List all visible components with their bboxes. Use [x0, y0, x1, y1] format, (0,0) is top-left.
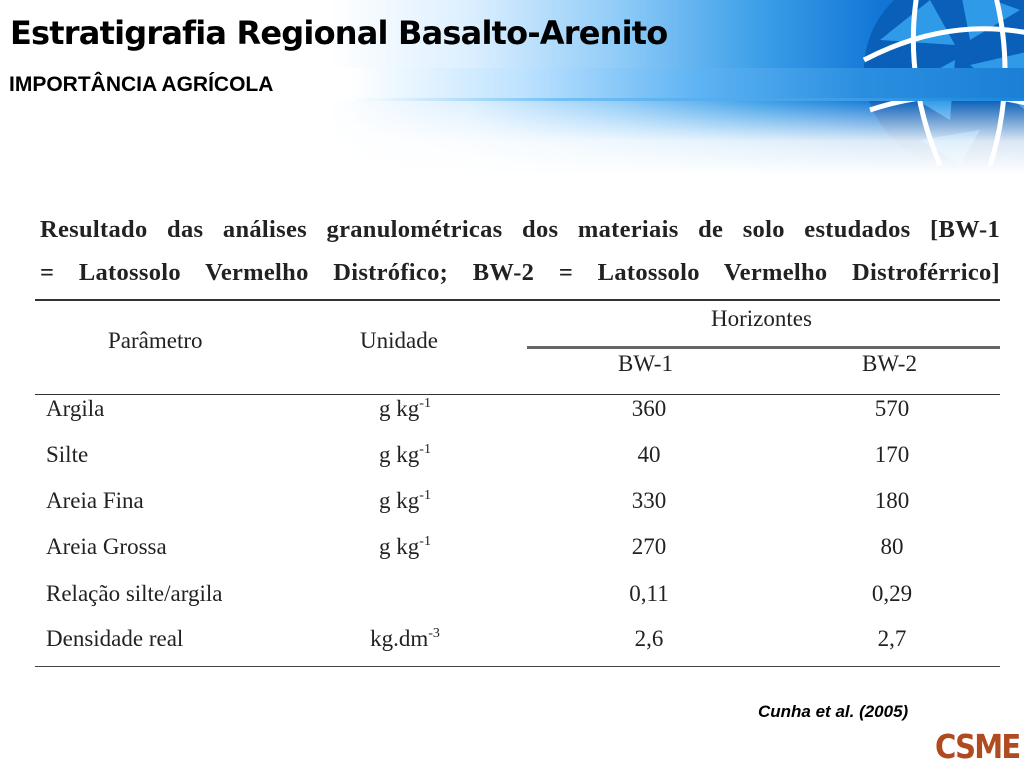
horizons-rule [527, 346, 1000, 349]
row-parameter: Relação silte/argila [46, 581, 223, 606]
row-parameter: Areia Fina [46, 488, 144, 513]
header-banner [0, 0, 1024, 175]
unit-exponent: -1 [419, 442, 431, 457]
table-caption [40, 208, 1000, 294]
csme-logo: CSME [935, 727, 1020, 766]
row-bw2-value: 170 [874, 442, 910, 467]
row-parameter: Argila [46, 396, 105, 421]
row-bw1-value: 2,6 [634, 626, 664, 651]
row-unit [340, 534, 470, 560]
header-fade [0, 100, 1024, 175]
slide-title: Estratigrafia Regional Basalto-Arenito [10, 14, 668, 52]
row-bw1-value: 330 [631, 488, 667, 513]
unit-base: kg.dm [370, 626, 429, 651]
row-bw2-value: 2,7 [877, 626, 907, 651]
unit-exponent: -1 [419, 488, 431, 503]
row-bw2-value: 0,29 [871, 581, 913, 606]
row-parameter: Densidade real [46, 626, 184, 651]
source-citation: Cunha et al. (2005) [758, 702, 909, 721]
row-bw2-value: 180 [874, 488, 910, 513]
row-bw1-value: 270 [631, 534, 667, 559]
row-parameter: Areia Grossa [46, 534, 167, 559]
unit-exponent: -1 [419, 534, 431, 549]
row-parameter: Silte [46, 442, 89, 467]
unit-exponent: -3 [428, 626, 440, 641]
row-bw1-value: 40 [637, 442, 661, 467]
header-horizons: Horizontes [711, 306, 812, 331]
table-top-rule [35, 299, 1000, 301]
unit-base: g kg [379, 396, 420, 421]
caption-line-2: = Latossolo Vermelho Distrófico; BW-2 = Latossolo Vermelho Distroférrico] [40, 259, 1000, 286]
row-bw1-value: 360 [631, 396, 667, 421]
header-unit: Unidade [360, 328, 438, 353]
row-unit [340, 626, 470, 652]
caption-line-1: Resultado das análises granulométricas dos materiais de solo estudados [BW-1 [40, 216, 1000, 243]
unit-base: g kg [379, 534, 420, 559]
row-unit [340, 442, 470, 468]
row-unit [340, 396, 470, 422]
unit-base: g kg [379, 488, 420, 513]
header-bw1: BW-1 [618, 351, 673, 376]
slide-subtitle: IMPORTÂNCIA AGRÍCOLA [9, 73, 274, 96]
table-bottom-rule [35, 666, 1000, 667]
header-bottom-rule [35, 394, 1000, 395]
unit-exponent: -1 [419, 396, 431, 411]
row-unit [340, 488, 470, 514]
row-bw2-value: 80 [880, 534, 904, 559]
header-parameter: Parâmetro [108, 328, 203, 353]
row-bw1-value: 0,11 [629, 581, 669, 606]
header-bw2: BW-2 [862, 351, 917, 376]
row-bw2-value: 570 [874, 396, 910, 421]
unit-base: g kg [379, 442, 420, 467]
